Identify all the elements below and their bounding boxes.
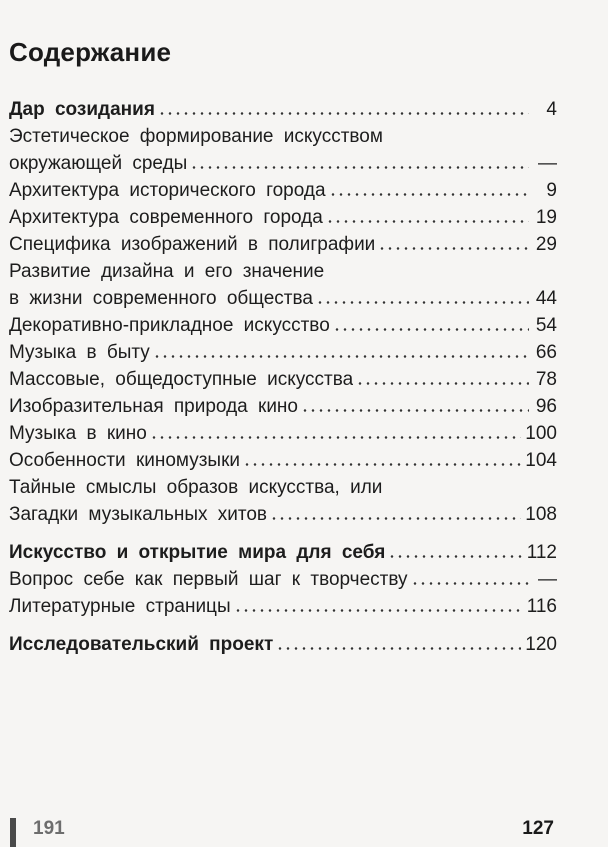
footer-left-number: 191	[33, 818, 65, 839]
toc-entry-page: 120	[525, 634, 557, 655]
toc-entry-line	[9, 474, 557, 501]
toc-dot-leader	[329, 192, 529, 197]
toc-entry-page: 44	[535, 288, 557, 309]
footer-bar-marker	[10, 818, 16, 847]
toc-dot-leader	[158, 111, 529, 116]
toc-entry-page: 108	[525, 504, 557, 525]
toc-entry-page: 19	[535, 207, 557, 228]
toc-entry-line	[9, 258, 557, 285]
toc-entry-page: —	[538, 569, 557, 590]
table-of-contents	[9, 96, 557, 658]
toc-entry-title: Архитектура современного города	[9, 207, 323, 228]
toc-dot-leader	[333, 327, 529, 332]
toc-entry-page: 54	[535, 315, 557, 336]
toc-dot-leader	[150, 435, 521, 440]
toc-entry	[9, 231, 557, 258]
toc-entry	[9, 447, 557, 474]
toc-entry	[9, 312, 557, 339]
toc-dot-leader	[378, 246, 529, 251]
toc-entry	[9, 204, 557, 231]
toc-entry	[9, 539, 557, 566]
toc-dot-leader	[326, 219, 529, 224]
toc-entry	[9, 150, 557, 177]
toc-entry-title: Дар созидания	[9, 99, 155, 120]
toc-entry-title: Тайные смыслы образов искусства, или	[9, 477, 383, 498]
toc-entry-title: Вопрос себе как первый шаг к творчеству	[9, 569, 408, 590]
toc-entry-title: Декоративно-прикладное искусство	[9, 315, 330, 336]
toc-entry-page: 9	[546, 180, 557, 201]
toc-entry	[9, 339, 557, 366]
toc-dot-leader	[388, 554, 522, 559]
toc-entry-page: 112	[526, 542, 557, 563]
toc-entry-title: Архитектура исторического города	[9, 180, 326, 201]
toc-entry	[9, 631, 557, 658]
toc-entry-page: 116	[526, 596, 557, 617]
toc-entry-title: в жизни современного общества	[9, 288, 313, 309]
toc-entry-page: 78	[535, 369, 557, 390]
toc-entry-line	[9, 123, 557, 150]
toc-entry-title: Массовые, общедоступные искусства	[9, 369, 354, 390]
toc-entry-title: Специфика изображений в полиграфии	[9, 234, 376, 255]
toc-dot-leader	[243, 462, 521, 467]
toc-entry-title: окружающей среды	[9, 153, 188, 174]
toc-entry-title: Изобразительная природа кино	[9, 396, 298, 417]
toc-entry-title: Эстетическое формирование искусством	[9, 126, 383, 147]
toc-dot-leader	[234, 608, 523, 613]
toc-entry	[9, 566, 557, 593]
toc-dot-leader	[190, 165, 529, 170]
toc-dot-leader	[411, 581, 529, 586]
toc-entry-title: Литературные страницы	[9, 596, 231, 617]
toc-entry-page: 104	[525, 450, 557, 471]
toc-entry-page: —	[538, 153, 557, 174]
toc-entry-title: Особенности киномузыки	[9, 450, 240, 471]
toc-entry-title: Загадки музыкальных хитов	[9, 504, 268, 525]
toc-entry-title: Музыка в быту	[9, 342, 150, 363]
toc-entry	[9, 501, 557, 528]
toc-entry-page: 96	[535, 396, 557, 417]
toc-dot-leader	[316, 300, 529, 305]
toc-entry-title: Музыка в кино	[9, 423, 147, 444]
toc-entry	[9, 420, 557, 447]
toc-entry	[9, 96, 557, 123]
toc-dot-leader	[356, 381, 529, 386]
page-number: 127	[522, 818, 554, 839]
page-title: Содержание	[9, 37, 172, 67]
toc-entry-title: Искусство и открытие мира для себя	[9, 542, 386, 563]
toc-dot-leader	[276, 646, 521, 651]
toc-entry-page: 29	[535, 234, 557, 255]
toc-entry-title: Развитие дизайна и его значение	[9, 261, 325, 282]
toc-entry-page: 100	[525, 423, 557, 444]
toc-entry	[9, 593, 557, 620]
toc-entry-page: 4	[546, 99, 557, 120]
toc-entry	[9, 177, 557, 204]
toc-entry-title: Исследовательский проект	[9, 634, 274, 655]
toc-entry	[9, 366, 557, 393]
toc-entry-page: 66	[535, 342, 557, 363]
toc-entry	[9, 285, 557, 312]
toc-dot-leader	[301, 408, 529, 413]
toc-dot-leader	[270, 516, 521, 521]
toc-dot-leader	[153, 354, 529, 359]
toc-entry	[9, 393, 557, 420]
